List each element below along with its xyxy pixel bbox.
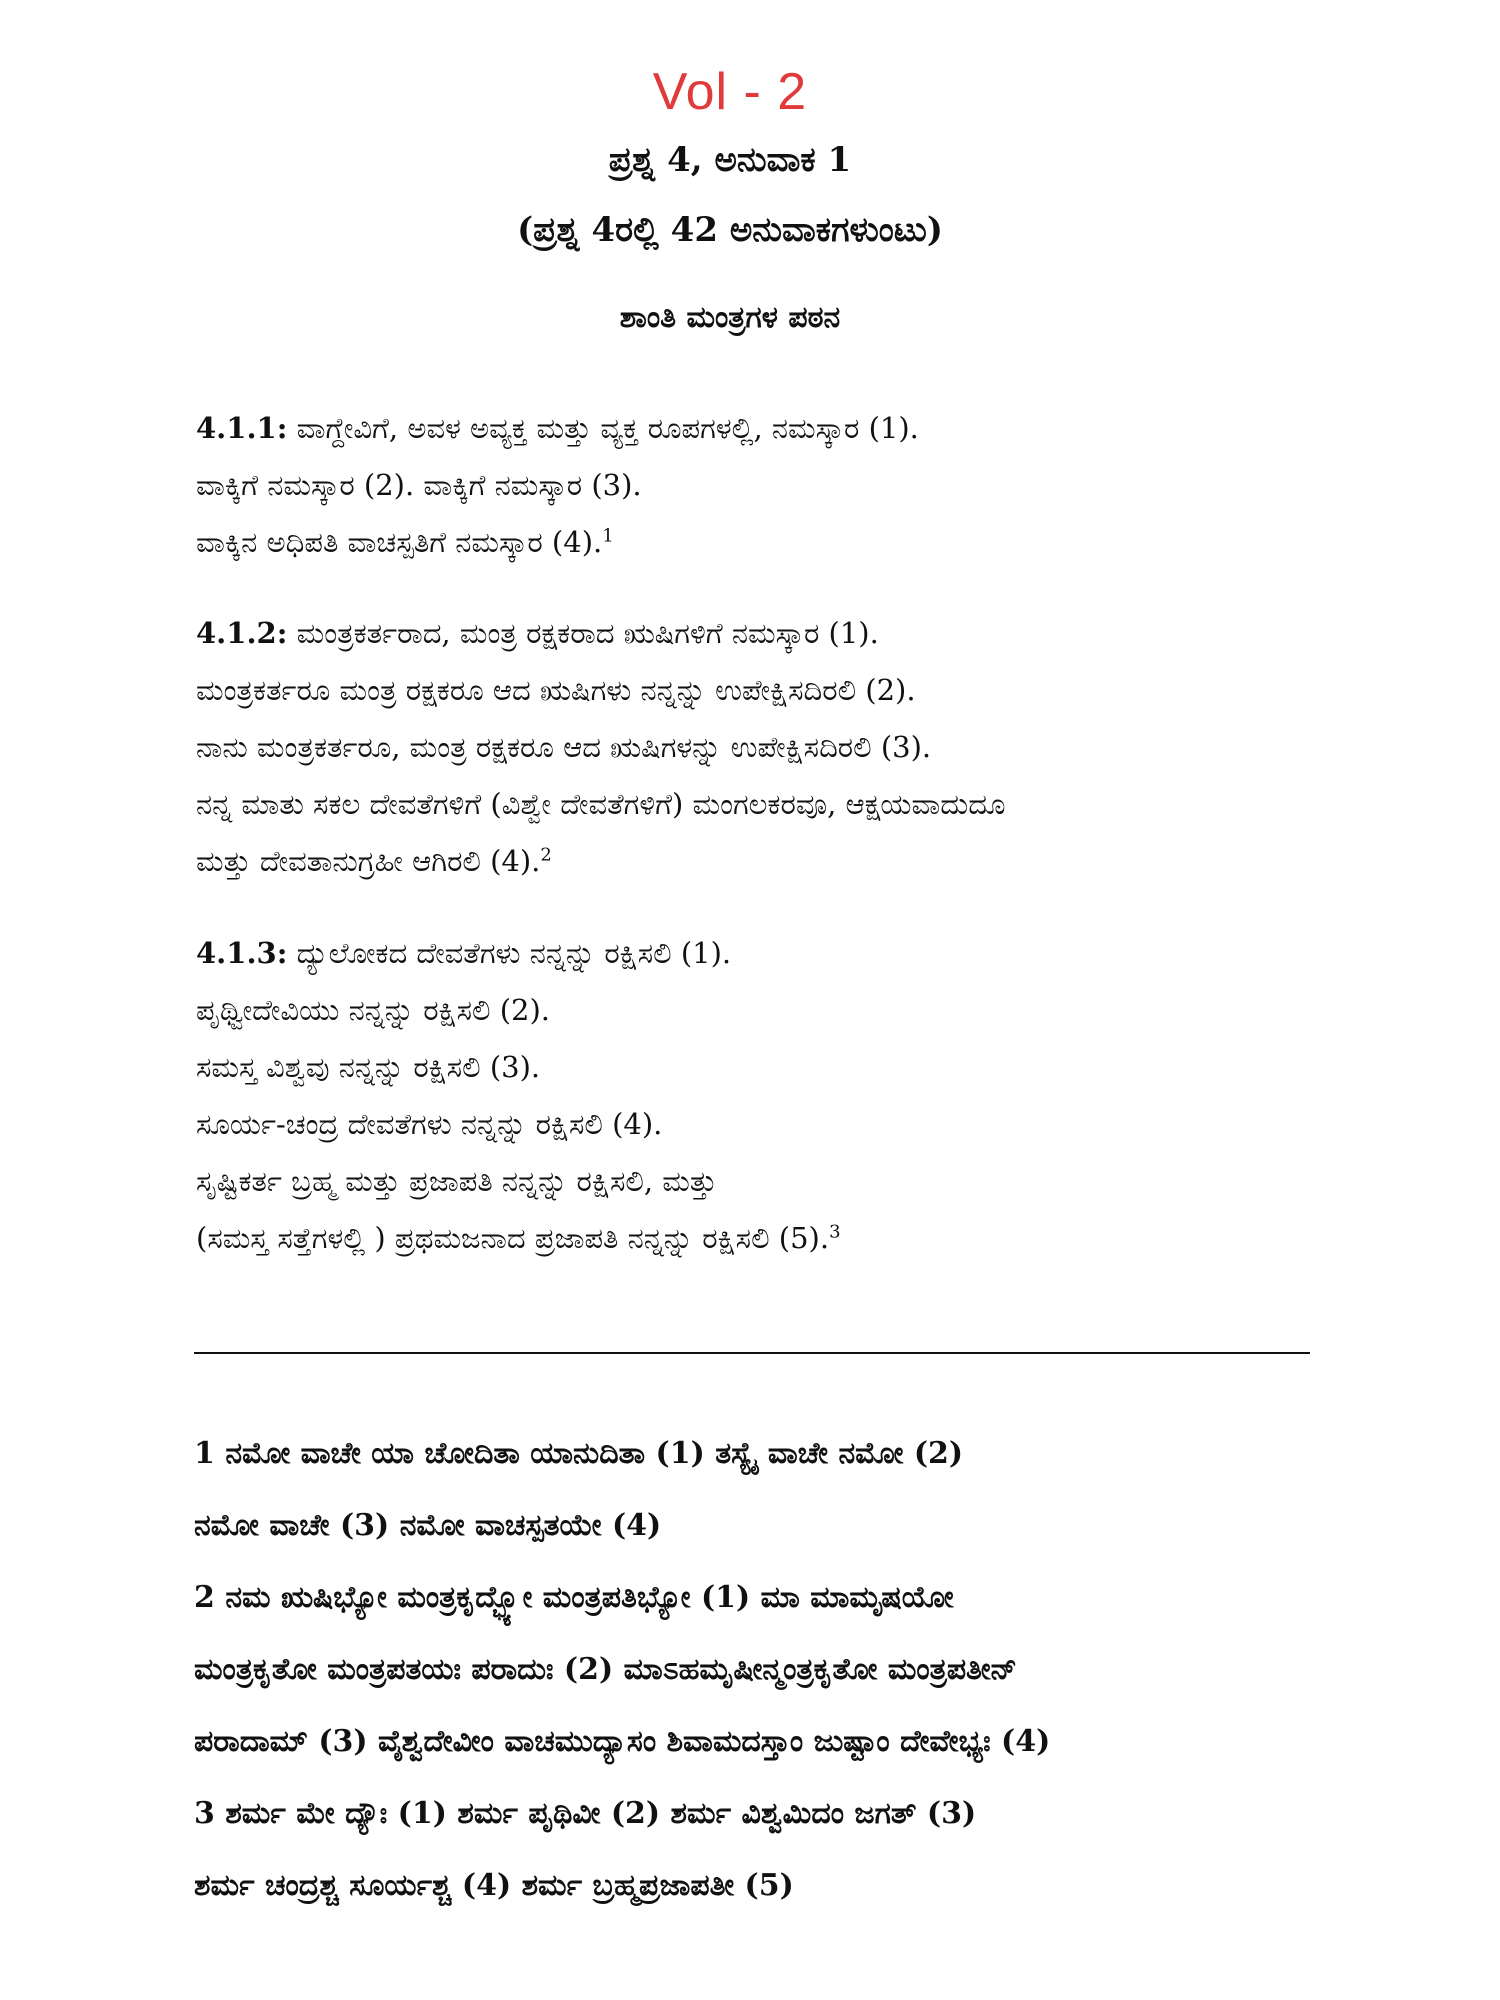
footnote-line: 1 ನಮೋ ವಾಚೇ ಯಾ ಚೋದಿತಾ ಯಾನುದಿತಾ (1) ತಸ್ಯೈ ವಾಚೇ ನಮೋ (2) (194, 1436, 964, 1471)
footnote-marker: 2 (540, 844, 552, 866)
chapter-subtitle: (ಪ್ರಶ್ನ 4ರಲ್ಲಿ 42 ಅನುವಾಕಗಳುಂಟು) (517, 210, 943, 250)
footnote-line: 3 ಶರ್ಮ ಮೇ ದ್ಯೌಃ (1) ಶರ್ಮ ಪೃಥಿವೀ (2) ಶರ್ಮ ವಿಶ್ವಮಿದಂ ಜಗತ್ (3) (194, 1796, 977, 1831)
footnotes (194, 1418, 1334, 1922)
verse-line: ನನ್ನ ಮಾತು ಸಕಲ ದೇವತೆಗಳಿಗೆ (ವಿಶ್ವೇ ದೇವತೆಗಳಿಗೆ) ಮಂಗಲಕರವೂ, ಆಕ್ಷಯವಾದುದೂ (196, 787, 1006, 821)
verse-section-4-1-2 (196, 605, 1336, 890)
verse-line: ಮತ್ತು ದೇವತಾನುಗ್ರಹೀ ಆಗಿರಲಿ (4).$^2$ (196, 844, 552, 878)
verse-line: ಸೃಷ್ಟಿಕರ್ತ ಬ್ರಹ್ಮ ಮತ್ತು ಪ್ರಜಾಪತಿ ನನ್ನನ್ನು ರಕ್ಷಿಸಲಿ, ಮತ್ತು (196, 1164, 717, 1198)
verse-line: ವಾಕ್ಕಿನ ಅಧಿಪತಿ ವಾಚಸ್ಪತಿಗೆ ನಮಸ್ಕಾರ (4).$^1$ (196, 525, 614, 559)
verse-line: ಸೂರ್ಯ-ಚಂದ್ರ ದೇವತೆಗಳು ನನ್ನನ್ನು ರಕ್ಷಿಸಲಿ (4). (196, 1107, 663, 1141)
verse-line: 4.1.2: ಮಂತ್ರಕರ್ತರಾದ, ಮಂತ್ರ ರಕ್ಷಕರಾದ ಋಷಿಗಳಿಗೆ ನಮಸ್ಕಾರ (1). (196, 616, 879, 650)
verse-section-4-1-3 (196, 925, 1336, 1267)
footnote-line: ನಮೋ ವಾಚೇ (3) ನಮೋ ವಾಚಸ್ಪತಯೇ (4) (194, 1508, 662, 1543)
verse-line: ನಾನು ಮಂತ್ರಕರ್ತರೂ, ಮಂತ್ರ ರಕ್ಷಕರೂ ಆದ ಋಷಿಗಳನ್ನು ಉಪೇಕ್ಷಿಸದಿರಲಿ (3). (196, 730, 932, 764)
section-heading: ಶಾಂತಿ ಮಂತ್ರಗಳ ಪಠನ (619, 300, 841, 335)
verse-line: ಪೃಥ್ವೀದೇವಿಯು ನನ್ನನ್ನು ರಕ್ಷಿಸಲಿ (2). (196, 993, 551, 1027)
volume-label: Vol - 2 (652, 63, 808, 121)
footnote-line: 2 ನಮ ಋಷಿಭ್ಯೋ ಮಂತ್ರಕೃದ್ಭ್ಯೋ ಮಂತ್ರಪತಿಭ್ಯೋ (1) ಮಾ ಮಾಮೃಷಯೋ (194, 1580, 954, 1615)
verse-number: 4.1.3: (196, 936, 288, 970)
footnote-marker: 3 (829, 1221, 841, 1243)
footnote-marker: 1 (602, 525, 614, 547)
verse-line: (ಸಮಸ್ತ ಸತ್ತೆಗಳಲ್ಲಿ ) ಪ್ರಥಮಜನಾದ ಪ್ರಜಾಪತಿ ನನ್ನನ್ನು ರಕ್ಷಿಸಲಿ (5).$^3$ (196, 1221, 841, 1255)
verse-number: 4.1.2: (196, 616, 288, 650)
verse-section-4-1-1 (196, 400, 1336, 571)
verse-number: 4.1.1: (196, 411, 288, 445)
chapter-title: ಪ್ರಶ್ನ 4, ಅನುವಾಕ 1 (608, 140, 852, 180)
footnote-line: ಶರ್ಮ ಚಂದ್ರಶ್ಚ ಸೂರ್ಯಶ್ಚ (4) ಶರ್ಮ ಬ್ರಹ್ಮಪ್ರಜಾಪತೀ (5) (194, 1868, 794, 1903)
footnote-line: ಮಂತ್ರಕೃತೋ ಮಂತ್ರಪತಯಃ ಪರಾದುಃ (2) ಮಾಽಹಮೃಷೀನ್ಮಂತ್ರಕೃತೋ ಮಂತ್ರಪತೀನ್ (194, 1652, 1017, 1687)
verse-line: ಸಮಸ್ತ ವಿಶ್ವವು ನನ್ನನ್ನು ರಕ್ಷಿಸಲಿ (3). (196, 1050, 541, 1084)
verse-line: ಮಂತ್ರಕರ್ತರೂ ಮಂತ್ರ ರಕ್ಷಕರೂ ಆದ ಋಷಿಗಳು ನನ್ನನ್ನು ಉಪೇಕ್ಷಿಸದಿರಲಿ (2). (196, 673, 916, 707)
footnote-line: ಪರಾದಾಮ್ (3) ವೈಶ್ವದೇವೀಂ ವಾಚಮುದ್ಯಾಸಂ ಶಿವಾಮದಸ್ತಾಂ ಜುಷ್ಟಾಂ ದೇವೇಭ್ಯಃ (4) (194, 1724, 1051, 1759)
verse-line: 4.1.3: ದ್ಯುಲೋಕದ ದೇವತೆಗಳು ನನ್ನನ್ನು ರಕ್ಷಿಸಲಿ (1). (196, 936, 732, 970)
verse-line: ವಾಕ್ಕಿಗೆ ನಮಸ್ಕಾರ (2). ವಾಕ್ಕಿಗೆ ನಮಸ್ಕಾರ (3). (196, 468, 642, 502)
verse-line: 4.1.1: ವಾಗ್ದೇವಿಗೆ, ಅವಳ ಅವ್ಯಕ್ತ ಮತ್ತು ವ್ಯಕ್ತ ರೂಪಗಳಲ್ಲಿ, ನಮಸ್ಕಾರ (1). (196, 411, 919, 445)
footnote-divider (194, 1352, 1310, 1354)
